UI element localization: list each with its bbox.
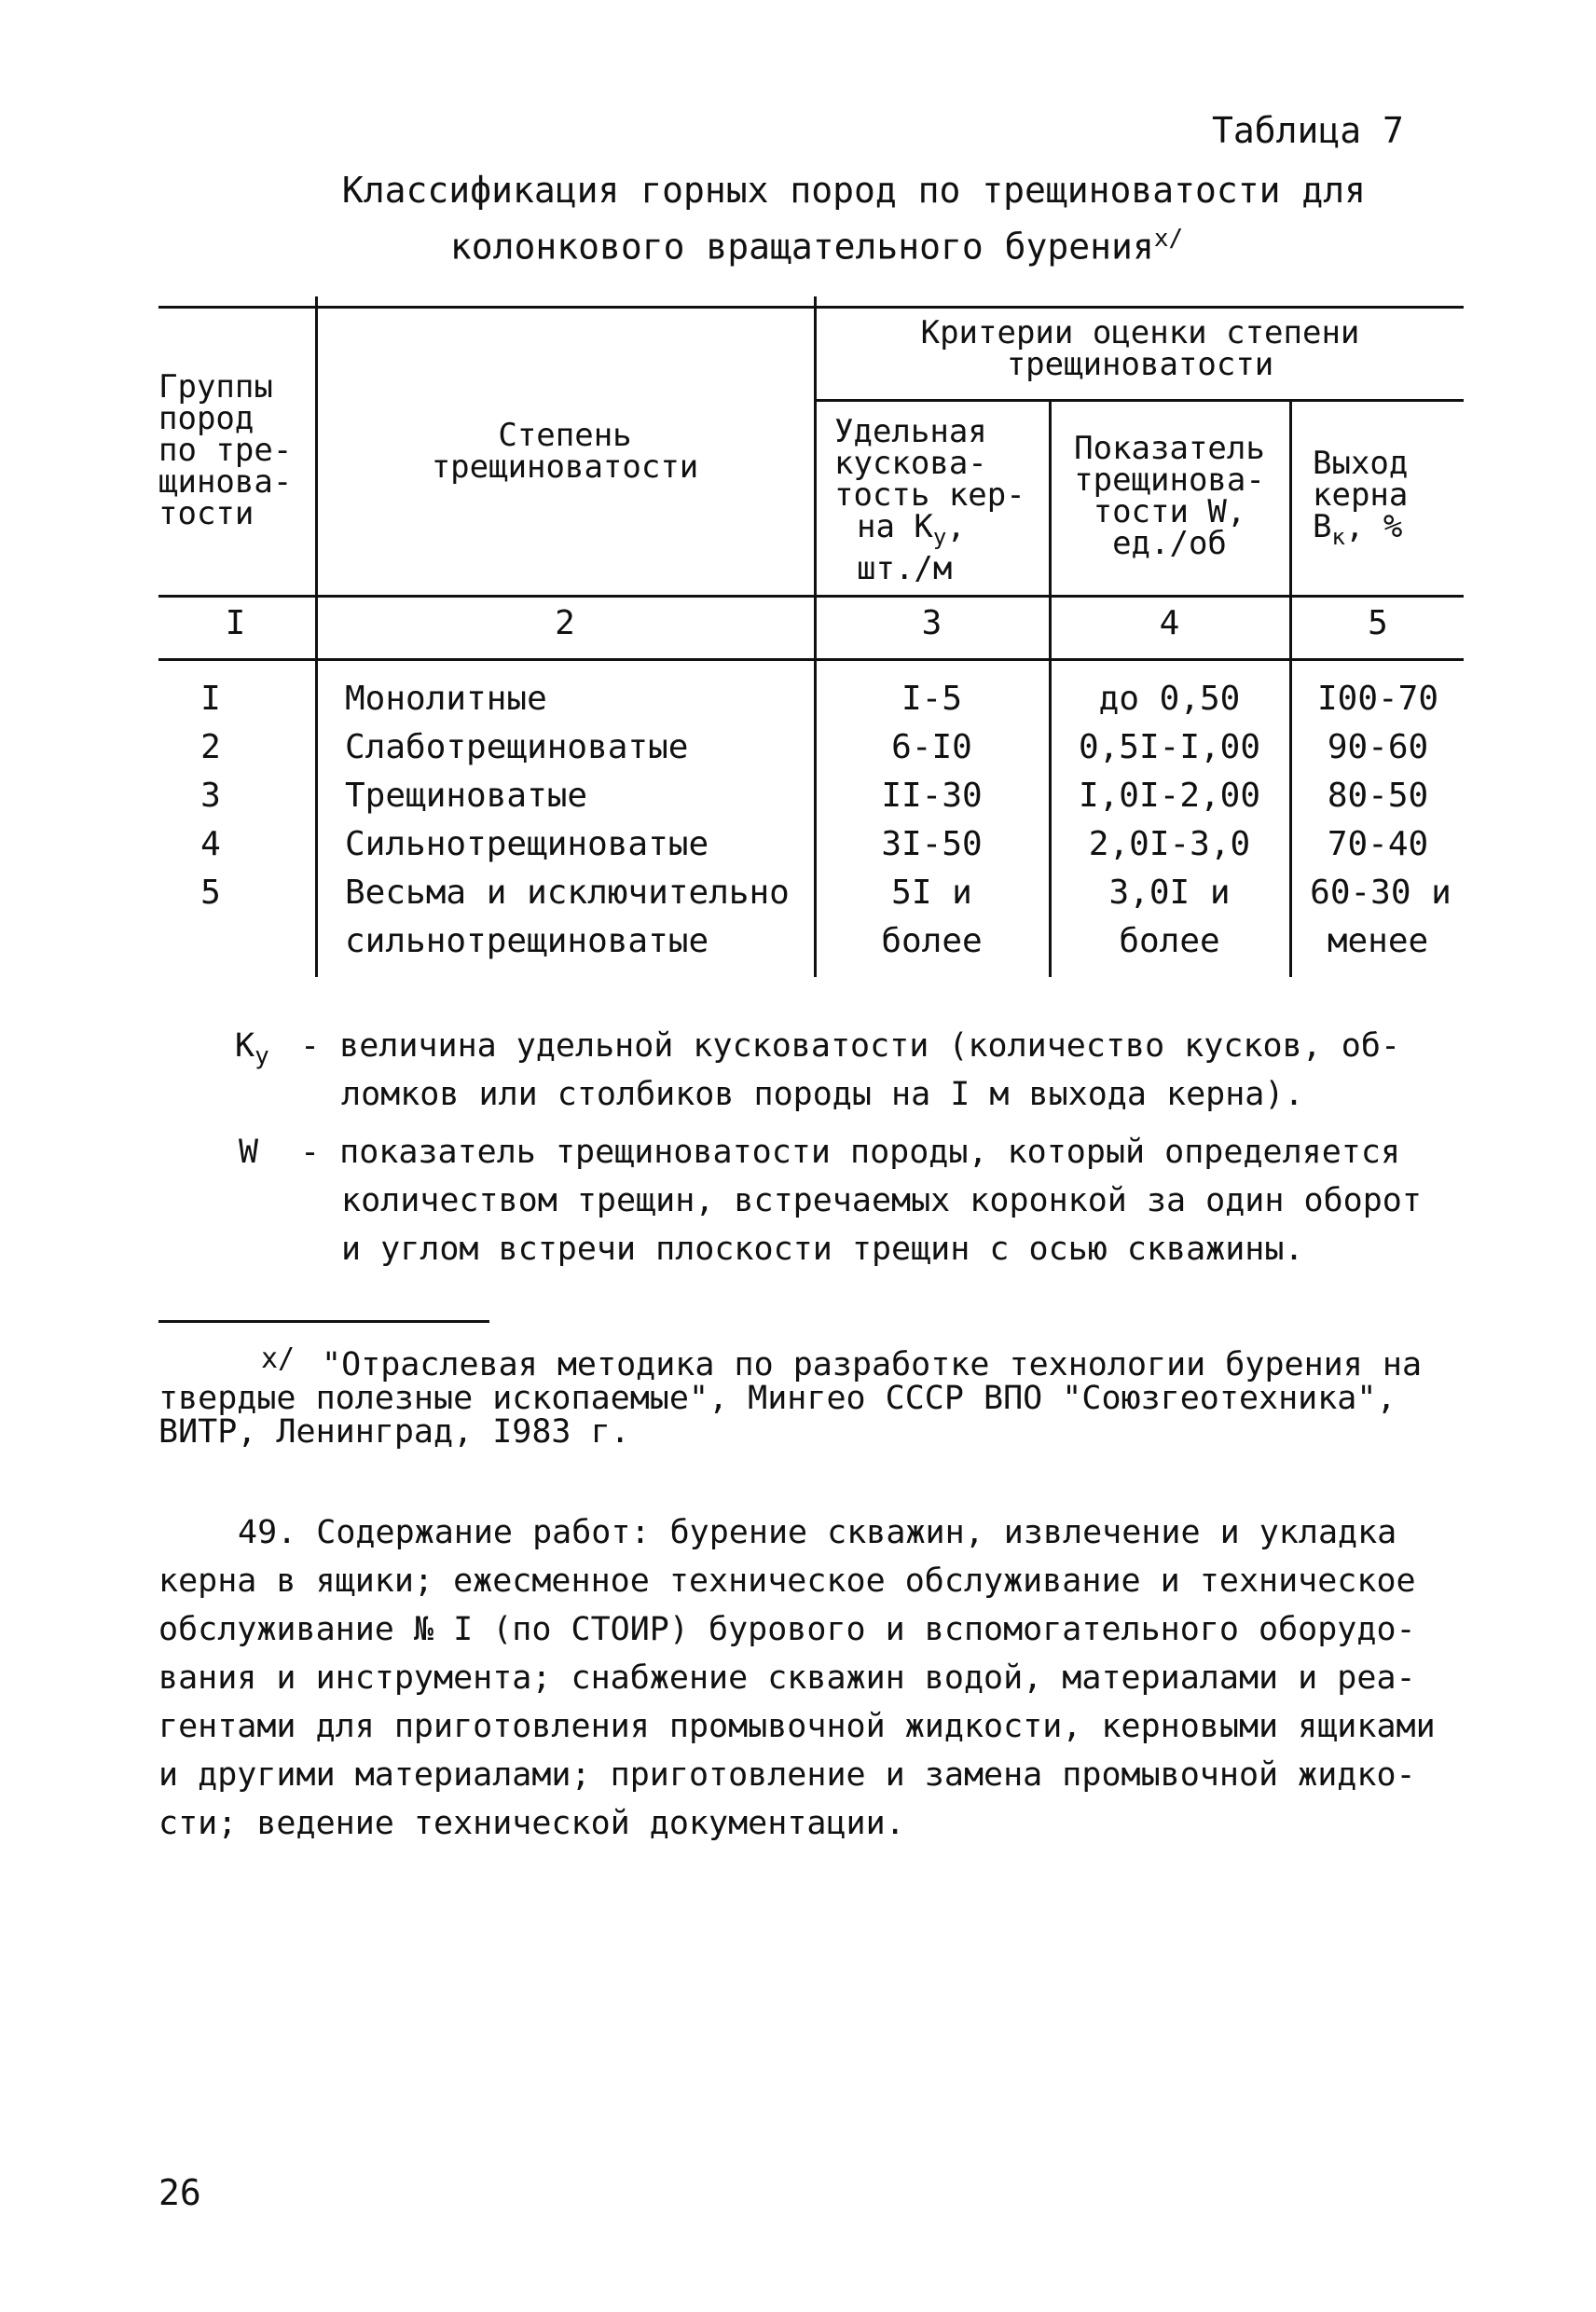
table-cell-group: 3 xyxy=(200,777,221,815)
note-symbol: К xyxy=(235,1027,255,1065)
header-indicator-line: трещинова- xyxy=(1074,461,1265,499)
table-cell-degree: Монолитные xyxy=(345,680,547,718)
paragraph-line: вания и инструмента; снабжение скважин водой, материалами и реа- xyxy=(158,1659,1416,1697)
table-cell-specific: I-5 xyxy=(901,680,963,718)
header-specific-lumpiness xyxy=(834,413,1044,587)
column-number: I xyxy=(225,604,246,642)
header-specific-line: шт./м xyxy=(857,549,953,587)
paragraph-line: керна в ящики; ежесменное техническое обслуживание и техническое xyxy=(158,1562,1416,1600)
table-cell-group: 4 xyxy=(200,825,221,863)
page-number: 26 xyxy=(158,2172,201,2213)
table-cell-specific: более xyxy=(881,922,983,960)
table-cell-yield: 90-60 xyxy=(1327,728,1429,766)
header-specific-line: Удельная xyxy=(834,413,987,450)
column-number: 4 xyxy=(1159,604,1180,642)
paragraph-line: гентами для приготовления промывочной жидкости, керновыми ящиками xyxy=(158,1708,1436,1745)
table-cell-yield: менее xyxy=(1327,922,1429,960)
numbering-bottom-border xyxy=(158,658,1464,661)
column-number: 3 xyxy=(921,604,942,642)
table-cell-degree: Слаботрещиноватые xyxy=(345,728,689,766)
header-yield-unit: , % xyxy=(1344,508,1403,545)
header-specific-line: на $К_у$, xyxy=(857,508,966,550)
note-text: и углом встречи плоскости трещин с осью скважины. xyxy=(341,1231,1304,1268)
table-cell-specific: 6-I0 xyxy=(891,728,972,766)
table-cell-yield: 70-40 xyxy=(1327,825,1429,863)
footnote-mark: x/ xyxy=(261,1342,296,1375)
header-degree-line: Степень xyxy=(498,417,632,454)
header-yield-symbol: В xyxy=(1313,508,1332,545)
column-number: 5 xyxy=(1368,604,1388,642)
header-degree-line: трещиноватости xyxy=(431,448,699,486)
header-bottom-border xyxy=(158,595,1464,598)
table-cell-indicator: 0,5I-I,00 xyxy=(1078,728,1261,766)
header-criteria xyxy=(817,314,1464,383)
table-cell-degree: сильнотрещиноватые xyxy=(345,922,709,960)
header-yield-line: Выход xyxy=(1313,445,1409,482)
table-cell-degree: Весьма и исключительно xyxy=(345,874,790,912)
header-core-yield xyxy=(1313,447,1462,553)
footnote-line: ВИТР, Ленинград, I983 г. xyxy=(158,1413,630,1451)
header-groups-line: по тре- xyxy=(158,432,293,469)
table-cell-indicator: 3,0I и xyxy=(1108,874,1231,912)
paragraph-line: и другими материалами; приготовление и замена промывочной жидко- xyxy=(158,1756,1416,1794)
header-degree xyxy=(318,417,812,486)
paragraph-line: сти; ведение технической документации. xyxy=(158,1805,905,1842)
table-cell-group: 5 xyxy=(200,874,221,912)
column-number: 2 xyxy=(555,604,575,642)
footnote-marker: x/ xyxy=(1153,225,1184,253)
header-specific-line: тость кер- xyxy=(834,476,1025,514)
note-symbol-w: W xyxy=(239,1134,259,1171)
table-cell-specific: 3I-50 xyxy=(881,825,983,863)
table-title-line1: Классификация горных пород по трещиноватости для xyxy=(341,170,1367,211)
header-groups-line: тости xyxy=(158,495,255,532)
header-indicator-line: тости W, xyxy=(1093,493,1246,530)
note-text: ломков или столбиков породы на I м выхода керна). xyxy=(341,1076,1304,1113)
header-specific-symbol: на К xyxy=(857,508,933,545)
header-fracture-indicator xyxy=(1052,430,1287,562)
header-criteria-line: трещиноватости xyxy=(1006,346,1274,383)
header-groups-line: пород xyxy=(158,400,255,437)
footnote-separator xyxy=(158,1320,489,1323)
header-yield-line: керна xyxy=(1313,476,1409,514)
table-top-border xyxy=(158,306,1464,309)
table-cell-indicator: до 0,50 xyxy=(1098,680,1241,718)
note-text: - показатель трещиноватости породы, который определяется xyxy=(300,1134,1401,1171)
table-cell-group: I xyxy=(200,680,221,718)
table-cell-group: 2 xyxy=(200,728,221,766)
table-cell-indicator: 2,0I-3,0 xyxy=(1088,825,1251,863)
header-groups xyxy=(158,368,312,532)
table-cell-degree: Трещиноватые xyxy=(345,777,588,815)
note-text: - величина удельной кусковатости (количество кусков, об- xyxy=(300,1027,1401,1065)
header-indicator-line: ед./об xyxy=(1112,525,1227,562)
header-groups-line: щинова- xyxy=(158,463,293,501)
paragraph-line: 49. Содержание работ: бурение скважин, извлечение и укладка xyxy=(238,1514,1397,1551)
criteria-divider xyxy=(814,399,1464,402)
header-criteria-line: Критерии оценки степени xyxy=(920,314,1360,351)
table-label: Таблица 7 xyxy=(1212,110,1404,151)
table-cell-indicator: более xyxy=(1119,922,1220,960)
table-cell-specific: 5I и xyxy=(891,874,972,912)
note-symbol-sub: у xyxy=(255,1042,269,1070)
table-cell-yield: 60-30 и xyxy=(1310,874,1452,912)
table-cell-yield: I00-70 xyxy=(1316,680,1439,718)
table-cell-specific: II-30 xyxy=(881,777,983,815)
table-title-line2 xyxy=(19,214,1596,271)
header-yield-line: $В_к$, % xyxy=(1313,508,1403,550)
table-title-text: колонкового вращательного бурения xyxy=(449,226,1154,268)
table-cell-yield: 80-50 xyxy=(1327,777,1429,815)
table-cell-degree: Сильнотрещиноватые xyxy=(345,825,709,863)
note-symbol-ky xyxy=(235,1022,269,1080)
header-indicator-line: Показатель xyxy=(1074,430,1265,467)
table-cell-indicator: I,0I-2,00 xyxy=(1078,777,1261,815)
paragraph-line: обслуживание № I (по СТОИР) бурового и вспомогательного оборудо- xyxy=(158,1611,1416,1648)
note-text: количеством трещин, встречаемых коронкой за один оборот xyxy=(341,1182,1422,1219)
footnote-line: твердые полезные ископаемые", Мингео СССР ВПО "Союзгеотехника", xyxy=(158,1380,1396,1417)
footnote-line: "Отраслевая методика по разработке технологии бурения на xyxy=(322,1346,1423,1383)
header-groups-line: Группы xyxy=(158,368,273,406)
header-specific-line: кускова- xyxy=(834,445,987,482)
